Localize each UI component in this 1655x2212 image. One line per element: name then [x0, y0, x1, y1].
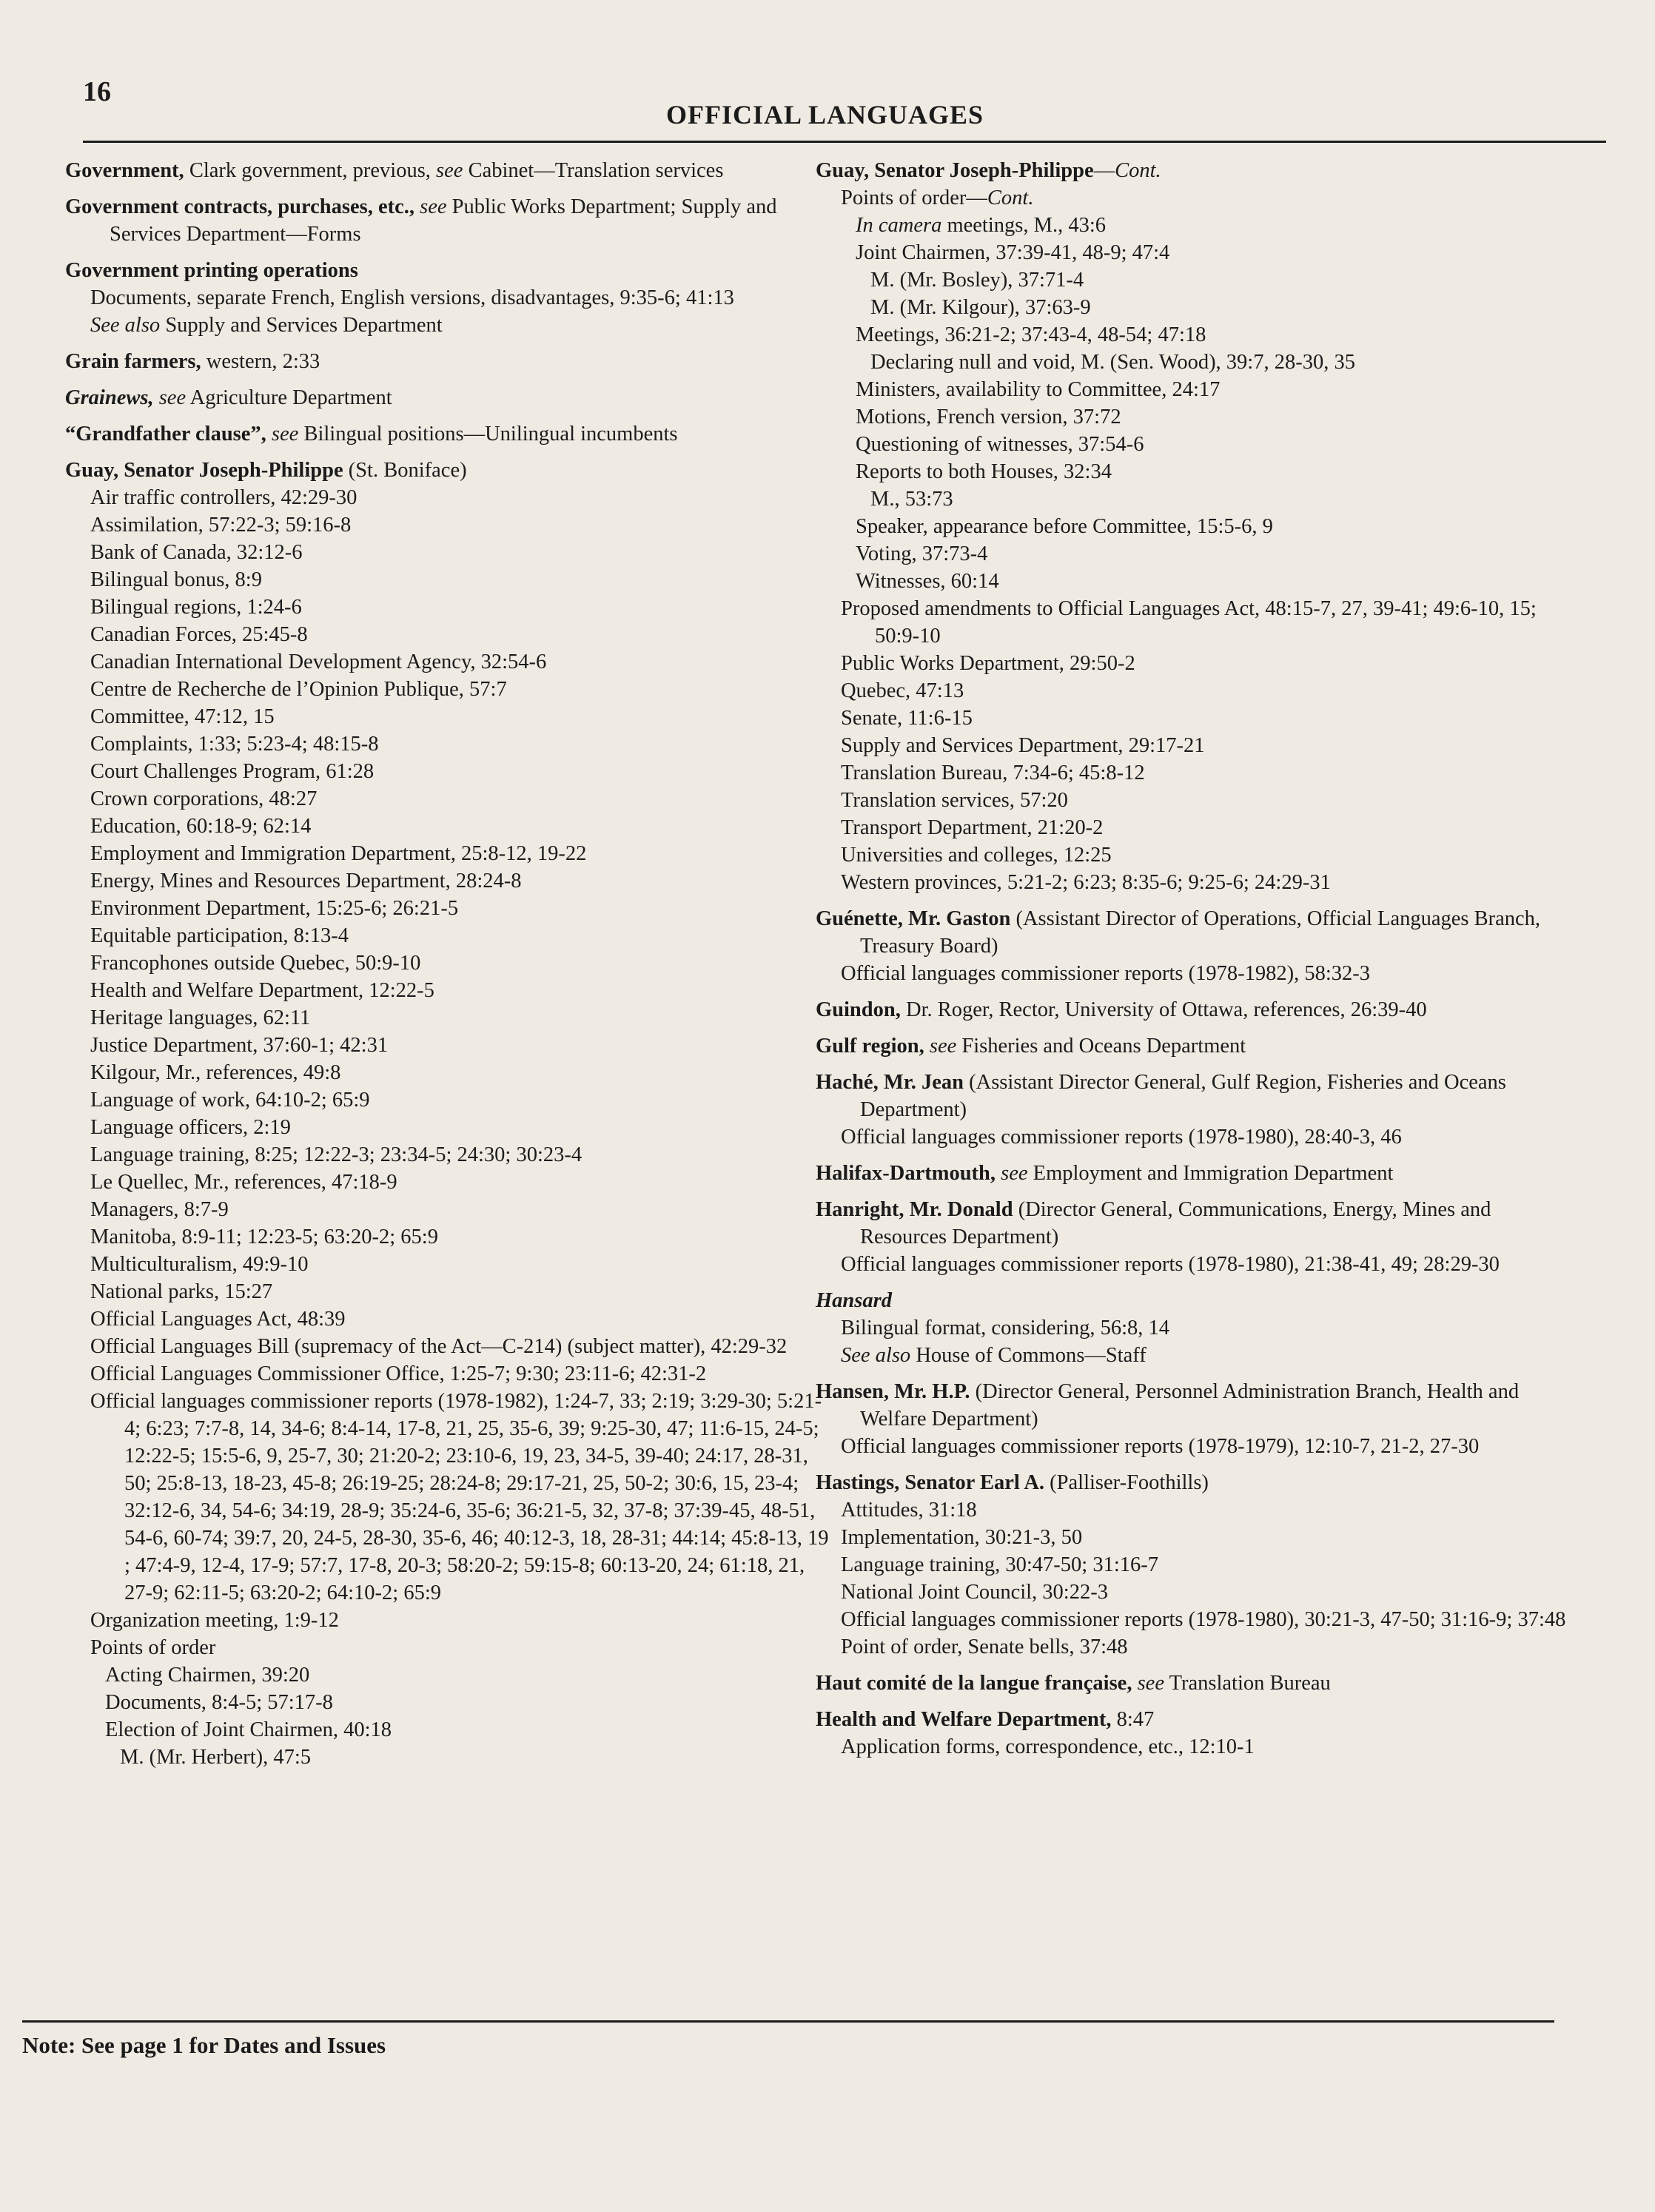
index-text: Health and Welfare Department, [816, 1708, 1112, 1731]
index-text: Motions, French version, 37:72 [856, 406, 1121, 428]
index-subentry [816, 732, 1578, 759]
index-text: Attitudes, 31:18 [841, 1499, 977, 1522]
index-heading [816, 1469, 1578, 1496]
index-subentry [65, 1114, 835, 1141]
index-subentry [65, 1360, 835, 1388]
index-heading [816, 905, 1578, 960]
index-text: (Assistant Director of Operations, Official Languages Branch, Treasury Board) [860, 907, 1541, 958]
index-text: Government contracts, purchases, etc., [65, 195, 415, 218]
index-entry [816, 1378, 1578, 1460]
index-text: Environment Department, 15:25-6; 26:21-5 [90, 897, 459, 920]
index-subentry [816, 431, 1578, 458]
index-text: National Joint Council, 30:22-3 [841, 1581, 1108, 1604]
index-subentry [65, 730, 835, 758]
index-text: Questioning of witnesses, 37:54-6 [856, 433, 1144, 456]
index-text: Equitable participation, 8:13-4 [90, 924, 349, 947]
index-subentry [65, 1607, 835, 1634]
index-column-right [816, 157, 1578, 1761]
index-subentry [816, 650, 1578, 677]
index-text: Agriculture Department [186, 386, 392, 409]
index-text: Complaints, 1:33; 5:23-4; 48:15-8 [90, 733, 379, 756]
index-subentry [65, 1086, 835, 1114]
index-text: National parks, 15:27 [90, 1280, 273, 1303]
index-subentry [816, 485, 1578, 513]
index-heading [816, 157, 1578, 184]
index-text: Joint Chairmen, 37:39-41, 48-9; 47:4 [856, 241, 1170, 264]
index-text: M. (Mr. Herbert), 47:5 [120, 1746, 312, 1769]
index-subentry [816, 1733, 1578, 1761]
index-text: Cont. [1115, 159, 1161, 182]
index-text [266, 423, 272, 446]
index-subentry [65, 648, 835, 676]
index-subentry [65, 1059, 835, 1086]
index-text: Supply and Services Department, 29:17-21 [841, 734, 1205, 757]
index-text: Translation Bureau [1164, 1672, 1331, 1695]
index-subentry [65, 511, 835, 539]
index-subentry [65, 539, 835, 566]
index-heading [65, 420, 835, 448]
index-entry [816, 1670, 1578, 1697]
index-subentry [816, 1314, 1578, 1342]
index-text: Western provinces, 5:21-2; 6:23; 8:35-6; 9:25-6; 24:29-31 [841, 871, 1331, 894]
index-subentry [816, 841, 1578, 869]
index-text: Manitoba, 8:9-11; 12:23-5; 63:20-2; 65:9 [90, 1226, 438, 1248]
index-text: Francophones outside Quebec, 50:9-10 [90, 952, 421, 975]
index-entry [65, 348, 835, 375]
index-text: Translation Bureau, 7:34-6; 45:8-12 [841, 762, 1145, 784]
index-text: Official languages commissioner reports (1978-1982), 58:32-3 [841, 962, 1370, 985]
index-text: Universities and colleges, 12:25 [841, 844, 1112, 867]
index-text: Implementation, 30:21-3, 50 [841, 1526, 1083, 1549]
index-text: Official languages commissioner reports (1978-1979), 12:10-7, 21-2, 27-30 [841, 1435, 1480, 1458]
index-subentry [816, 960, 1578, 987]
index-subentry [65, 284, 835, 312]
index-text: Official Languages Commissioner Office, 1:25-7; 9:30; 23:11-6; 42:31-2 [90, 1362, 707, 1385]
index-entry [816, 1469, 1578, 1661]
index-entry [816, 1706, 1578, 1761]
index-text: Bilingual format, considering, 56:8, 14 [841, 1317, 1170, 1339]
index-text: Guay, Senator Joseph-Philippe [65, 459, 343, 482]
index-text: see [271, 423, 299, 446]
index-text: Canadian International Development Agency, 32:54-6 [90, 651, 547, 673]
index-subentry [65, 1251, 835, 1278]
index-text: Witnesses, 60:14 [856, 570, 999, 593]
index-text: Halifax-Dartmouth, [816, 1162, 996, 1185]
index-text: see [158, 386, 187, 409]
index-text: Kilgour, Mr., references, 49:8 [90, 1061, 341, 1084]
index-text: Proposed amendments to Official Languages Act, 48:15-7, 27, 39-41; 49:6-10, 15; 50:9-10 [841, 597, 1537, 648]
index-subentry [65, 1278, 835, 1305]
index-subentry [816, 677, 1578, 705]
index-text: Government, [65, 159, 184, 182]
index-subentry [816, 184, 1578, 212]
index-subentry [65, 977, 835, 1004]
index-text: Multiculturalism, 49:9-10 [90, 1253, 309, 1276]
index-text: Declaring null and void, M. (Sen. Wood), 39:7, 28-30, 35 [870, 351, 1355, 374]
index-subentry [65, 949, 835, 977]
index-text: see [436, 159, 463, 182]
index-subentry [816, 595, 1578, 650]
index-text: Health and Welfare Department, 12:22-5 [90, 979, 434, 1002]
index-text: Election of Joint Chairmen, 40:18 [105, 1718, 392, 1741]
footer-rule [22, 2020, 1554, 2023]
index-subentry [816, 239, 1578, 266]
index-subentry [65, 813, 835, 840]
index-subentry [65, 566, 835, 594]
index-text: Official Languages Act, 48:39 [90, 1308, 346, 1331]
index-subentry [816, 458, 1578, 485]
index-subentry [65, 1032, 835, 1059]
index-entry [816, 905, 1578, 987]
index-subentry [816, 568, 1578, 595]
index-text: Energy, Mines and Resources Department, 28:24-8 [90, 870, 522, 892]
index-subentry [816, 814, 1578, 841]
index-text: Air traffic controllers, 42:29-30 [90, 486, 357, 509]
index-text: Hansard [816, 1289, 892, 1312]
index-text: Committee, 47:12, 15 [90, 705, 275, 728]
index-subentry [816, 1123, 1578, 1151]
index-text: Supply and Services Department [160, 314, 443, 337]
index-text: M. (Mr. Kilgour), 37:63-9 [870, 296, 1091, 319]
index-text: Organization meeting, 1:9-12 [90, 1609, 339, 1632]
index-text: Language training, 30:47-50; 31:16-7 [841, 1553, 1158, 1576]
index-text: Voting, 37:73-4 [856, 542, 988, 565]
index-text: Transport Department, 21:20-2 [841, 816, 1104, 839]
index-text: Points of order [90, 1636, 216, 1659]
index-text: Documents, separate French, English versions, disadvantages, 9:35-6; 41:13 [90, 286, 734, 309]
index-heading [816, 1378, 1578, 1433]
index-heading [65, 157, 835, 184]
index-text: see [1137, 1672, 1164, 1695]
index-text: Speaker, appearance before Committee, 15:5-6, 9 [856, 515, 1273, 538]
index-subentry [65, 1004, 835, 1032]
index-entry [65, 257, 835, 339]
index-subentry [65, 922, 835, 949]
index-subentry [816, 349, 1578, 376]
index-subentry [816, 759, 1578, 787]
index-text: Haché, Mr. Jean [816, 1071, 964, 1094]
index-text: Fisheries and Oceans Department [956, 1035, 1246, 1058]
index-subentry [816, 376, 1578, 403]
index-text: Bilingual positions—Unilingual incumbents [298, 423, 678, 446]
index-subentry [65, 621, 835, 648]
index-heading [65, 257, 835, 284]
index-entry [816, 157, 1578, 896]
index-text: Language of work, 64:10-2; 65:9 [90, 1089, 370, 1112]
index-text: Crown corporations, 48:27 [90, 787, 318, 810]
index-text: Employment and Immigration Department [1027, 1162, 1394, 1185]
index-entry [816, 1032, 1578, 1060]
index-text: Points of order— [841, 186, 987, 209]
running-head: OFFICIAL LANGUAGES [666, 100, 984, 130]
index-text: Quebec, 47:13 [841, 679, 964, 702]
index-subentry [65, 312, 835, 339]
index-text: Cabinet—Translation services [463, 159, 724, 182]
index-text: Government printing operations [65, 259, 358, 282]
index-subentry [65, 1169, 835, 1196]
index-subentry [816, 705, 1578, 732]
index-subentry [65, 1689, 835, 1716]
index-subentry [816, 787, 1578, 814]
index-subentry [816, 1433, 1578, 1460]
index-text: Language training, 8:25; 12:22-3; 23:34-5; 24:30; 30:23-4 [90, 1143, 583, 1166]
index-text: Gulf region, [816, 1035, 924, 1058]
index-text: Reports to both Houses, 32:34 [856, 460, 1112, 483]
index-text: Translation services, 57:20 [841, 789, 1068, 812]
index-text: Court Challenges Program, 61:28 [90, 760, 375, 783]
footer-note: Note: See page 1 for Dates and Issues [22, 2032, 386, 2058]
index-subentry [65, 895, 835, 922]
index-text: “Grandfather clause”, [65, 423, 266, 446]
index-text: see [1001, 1162, 1028, 1185]
index-text: House of Commons—Staff [910, 1344, 1147, 1367]
index-text: Le Quellec, Mr., references, 47:18-9 [90, 1171, 397, 1194]
index-subentry [816, 1496, 1578, 1524]
index-subentry [65, 1333, 835, 1360]
index-heading [65, 348, 835, 375]
index-subentry [816, 1606, 1578, 1633]
index-subentry [816, 869, 1578, 896]
index-subentry [65, 676, 835, 703]
index-entry [816, 1069, 1578, 1151]
index-subentry [816, 1251, 1578, 1278]
index-entry [65, 193, 835, 248]
index-subentry [65, 1223, 835, 1251]
index-text: Centre de Recherche de l’Opinion Publique, 57:7 [90, 678, 507, 701]
index-subentry [65, 758, 835, 785]
index-text [924, 1035, 930, 1058]
index-heading [816, 1196, 1578, 1251]
index-text: Public Works Department, 29:50-2 [841, 652, 1135, 675]
index-text: Clark government, previous, [184, 159, 437, 182]
index-text: (St. Boniface) [343, 459, 467, 482]
index-text: Justice Department, 37:60-1; 42:31 [90, 1034, 389, 1057]
index-text: Application forms, correspondence, etc., 12:10-1 [841, 1735, 1255, 1758]
index-text: meetings, M., 43:6 [941, 214, 1106, 237]
index-text: Guénette, Mr. Gaston [816, 907, 1011, 930]
index-text: — [1093, 159, 1115, 182]
index-subentry [65, 1716, 835, 1744]
index-text: M., 53:73 [870, 488, 953, 511]
index-entry [816, 1160, 1578, 1187]
index-entry [816, 996, 1578, 1023]
index-heading [816, 1287, 1578, 1314]
index-heading [816, 1069, 1578, 1123]
index-text: Cont. [987, 186, 1034, 209]
index-entry [816, 1196, 1578, 1278]
index-heading [816, 1670, 1578, 1697]
index-entry [65, 457, 835, 1771]
index-heading [816, 1706, 1578, 1733]
header-rule [83, 141, 1606, 143]
index-text: Guindon, [816, 998, 901, 1021]
index-text: Official languages commissioner reports (1978-1980), 21:38-41, 49; 28:29-30 [841, 1253, 1500, 1276]
index-subentry [816, 1524, 1578, 1551]
index-subentry [65, 840, 835, 867]
index-text: Managers, 8:7-9 [90, 1198, 229, 1221]
index-subentry [65, 703, 835, 730]
index-text [1132, 1672, 1137, 1695]
index-heading [65, 193, 835, 248]
index-text: Bilingual regions, 1:24-6 [90, 596, 302, 619]
index-entry [65, 384, 835, 411]
index-entry [816, 1287, 1578, 1369]
index-text: (Assistant Director General, Gulf Region, Fisheries and Oceans Department) [860, 1071, 1506, 1121]
index-text: Grain farmers, [65, 350, 201, 373]
index-subentry [65, 867, 835, 895]
index-text: Bank of Canada, 32:12-6 [90, 541, 303, 564]
index-text [154, 386, 159, 409]
index-heading [65, 457, 835, 484]
index-text: Employment and Immigration Department, 25:8-12, 19-22 [90, 842, 587, 865]
index-subentry [65, 484, 835, 511]
index-column-left [65, 157, 835, 1771]
index-text: Haut comité de la langue française, [816, 1672, 1132, 1695]
index-heading [65, 384, 835, 411]
page-number: 16 [83, 76, 111, 107]
index-subentry [816, 1551, 1578, 1579]
index-text: 8:47 [1111, 1708, 1155, 1731]
index-text: Bilingual bonus, 8:9 [90, 568, 262, 591]
index-text: M. (Mr. Bosley), 37:71-4 [870, 269, 1084, 292]
index-text: Official languages commissioner reports (1978-1982), 1:24-7, 33; 2:19; 3:29-30; 5:21-4; 6:23; 7:7-8, 14, 34-6; 8:4-14, 17-8, 21, 25, 35-6, 39; 9:25-30, 47; 11:6-15, 24-5; 12:22-5; 15:5-6, 9, 25-7, 30; 21:20-2; 23:10-6, 19, 23, 34-5, 39-40; 24:17, 28-31, 50; 25:8-13, 18-23, 45-8; 26:19-25; 28:24-8; 29:17-21, 25, 50-2; 30:6, 15, 23-4; 32:12-6, 34, 54-6; 34:19, 28-9; 35:24-6, 35-6; 36:21-5, 32, 37-8; 37:39-45, 48-51, 54-6, 60-74; 39:7, 20, 24-5, 28-30, 35-6, 46; 40:12-3, 18, 28-31; 44:14; 45:8-13, 19 ; 47:4-9, 12-4, 17-9; 57:7, 17-8, 20-3; 58:20-2; 59:15-8; 60:13-20, 24; 61:18, 21, 27-9; 62:11-5; 63:20-2; 64:10-2; 65:9 [90, 1390, 829, 1604]
index-text: Documents, 8:4-5; 57:17-8 [105, 1691, 333, 1714]
index-heading [816, 996, 1578, 1023]
index-text: (Director General, Personnel Administration Branch, Health and Welfare Department) [860, 1380, 1520, 1431]
index-subentry [65, 1744, 835, 1771]
index-heading [816, 1160, 1578, 1187]
index-text: (Director General, Communications, Energy, Mines and Resources Department) [860, 1198, 1491, 1248]
index-text: Acting Chairmen, 39:20 [105, 1664, 310, 1687]
index-text: Meetings, 36:21-2; 37:43-4, 48-54; 47:18 [856, 323, 1206, 346]
index-text: Point of order, Senate bells, 37:48 [841, 1636, 1128, 1658]
index-subentry [65, 785, 835, 813]
index-text: Hanright, Mr. Donald [816, 1198, 1013, 1221]
index-subentry [65, 1196, 835, 1223]
index-text: (Palliser-Foothills) [1044, 1471, 1209, 1494]
index-text: Education, 60:18-9; 62:14 [90, 815, 312, 838]
index-subentry [65, 1661, 835, 1689]
index-subentry [816, 403, 1578, 431]
index-text: Dr. Roger, Rector, University of Ottawa, references, 26:39-40 [900, 998, 1427, 1021]
index-text: Official languages commissioner reports (1978-1980), 28:40-3, 46 [841, 1126, 1402, 1149]
index-text: See also [841, 1344, 911, 1367]
index-text: See also [90, 314, 161, 337]
index-subentry [816, 1342, 1578, 1369]
index-subentry [65, 1305, 835, 1333]
index-text: see [420, 195, 447, 218]
index-subentry [816, 1579, 1578, 1606]
index-text: Language officers, 2:19 [90, 1116, 291, 1139]
index-text: Senate, 11:6-15 [841, 707, 973, 730]
index-subentry [816, 294, 1578, 321]
index-subentry [65, 1388, 835, 1607]
index-text: In camera [856, 214, 942, 237]
index-text: Ministers, availability to Committee, 24:17 [856, 378, 1221, 401]
index-subentry [816, 266, 1578, 294]
index-entry [65, 420, 835, 448]
index-entry [65, 157, 835, 184]
index-heading [816, 1032, 1578, 1060]
index-subentry [816, 212, 1578, 239]
index-text: Hastings, Senator Earl A. [816, 1471, 1045, 1494]
index-subentry [816, 513, 1578, 540]
index-subentry [816, 1633, 1578, 1661]
index-text: Assimilation, 57:22-3; 59:16-8 [90, 514, 352, 537]
index-subentry [65, 594, 835, 621]
index-subentry [816, 540, 1578, 568]
index-subentry [816, 321, 1578, 349]
index-text: Official languages commissioner reports (1978-1980), 30:21-3, 47-50; 31:16-9; 37:48 [841, 1608, 1566, 1631]
index-subentry [65, 1141, 835, 1169]
index-subentry [65, 1634, 835, 1661]
index-text: Grainews, [65, 386, 154, 409]
index-text: Guay, Senator Joseph-Philippe [816, 159, 1094, 182]
index-text: Official Languages Bill (supremacy of the Act—C-214) (subject matter), 42:29-32 [90, 1335, 788, 1358]
index-text: Hansen, Mr. H.P. [816, 1380, 970, 1403]
index-text: see [929, 1035, 957, 1058]
index-text: Heritage languages, 62:11 [90, 1006, 311, 1029]
index-text: western, 2:33 [201, 350, 320, 373]
index-text: Public Works Department; Supply and Services Department—Forms [110, 195, 777, 246]
index-text: Canadian Forces, 25:45-8 [90, 623, 308, 646]
